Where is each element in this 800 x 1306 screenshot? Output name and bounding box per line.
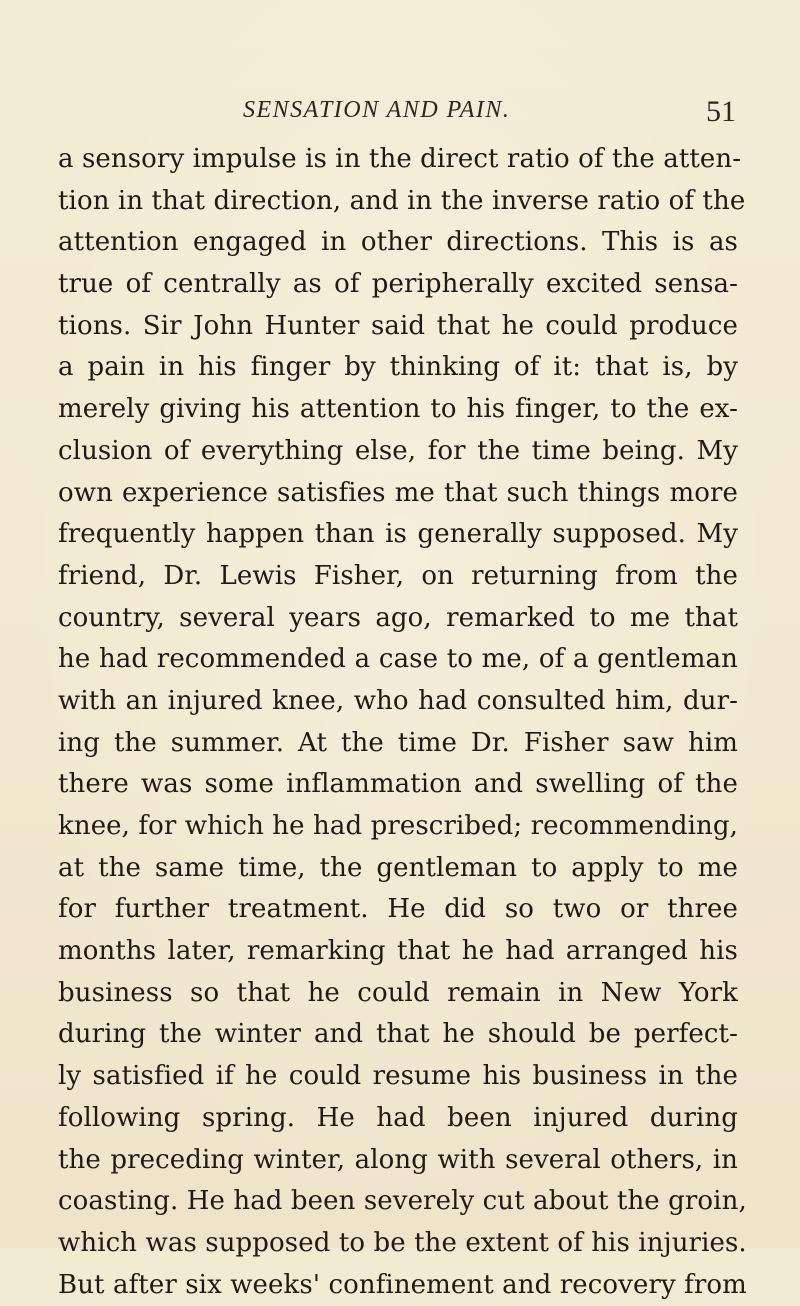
running-head — [0, 90, 800, 130]
page-number: 51 — [706, 95, 736, 128]
text-line: he had recommended a case to me, of a gentleman — [58, 644, 738, 675]
text-line: frequently happen than is generally supposed. My — [58, 519, 738, 550]
text-line: business so that he could remain in New York — [58, 977, 738, 1008]
text-line: with an injured knee, who had consulted him, dur- — [58, 685, 738, 716]
text-line: which was supposed to be the extent of his injuries. — [58, 1227, 747, 1258]
text-line: clusion of everything else, for the time being. My — [58, 435, 738, 466]
text-line: coasting. He had been severely cut about the groin, — [58, 1186, 747, 1217]
text-line: months later, remarking that he had arranged his — [58, 936, 738, 967]
text-line: the preceding winter, along with several others, in — [58, 1144, 738, 1175]
text-line: tion in that direction, and in the inverse ratio of the — [58, 185, 746, 216]
text-line: friend, Dr. Lewis Fisher, on returning from the — [58, 560, 738, 591]
text-line: country, several years ago, remarked to me that — [58, 602, 738, 633]
text-line: knee, for which he had prescribed; recommending, — [58, 811, 738, 841]
text-line: own experience satisfies me that such things more — [58, 477, 738, 508]
text-line: following spring. He had been injured during — [58, 1102, 738, 1133]
text-line: a sensory impulse is in the direct ratio of the atten- — [58, 144, 742, 174]
chapter-title: SENSATION AND PAIN. — [243, 97, 511, 123]
text-line: ly satisfied if he could resume his business in the — [58, 1061, 738, 1092]
text-line: a pain in his finger by thinking of it: that is, by — [58, 352, 738, 383]
text-line: for further treatment. He did so two or three — [58, 894, 738, 925]
text-line: tions. Sir John Hunter said that he could produce — [58, 310, 738, 341]
text-line: ing the summer. At the time Dr. Fisher saw him — [58, 727, 738, 758]
text-line: there was some inflammation and swelling of the — [58, 769, 738, 800]
text-line: at the same time, the gentleman to apply to me — [58, 852, 738, 883]
text-line: merely giving his attention to his finger, to the ex- — [58, 394, 738, 425]
text-line: attention engaged in other directions. This is as — [58, 227, 738, 258]
text-line: during the winter and that he should be perfect- — [58, 1019, 738, 1050]
body-text — [58, 139, 747, 1306]
text-line: But after six weeks' confinement and recovery from — [58, 1269, 747, 1300]
text-line: true of centrally as of peripherally excited sensa- — [58, 269, 738, 300]
